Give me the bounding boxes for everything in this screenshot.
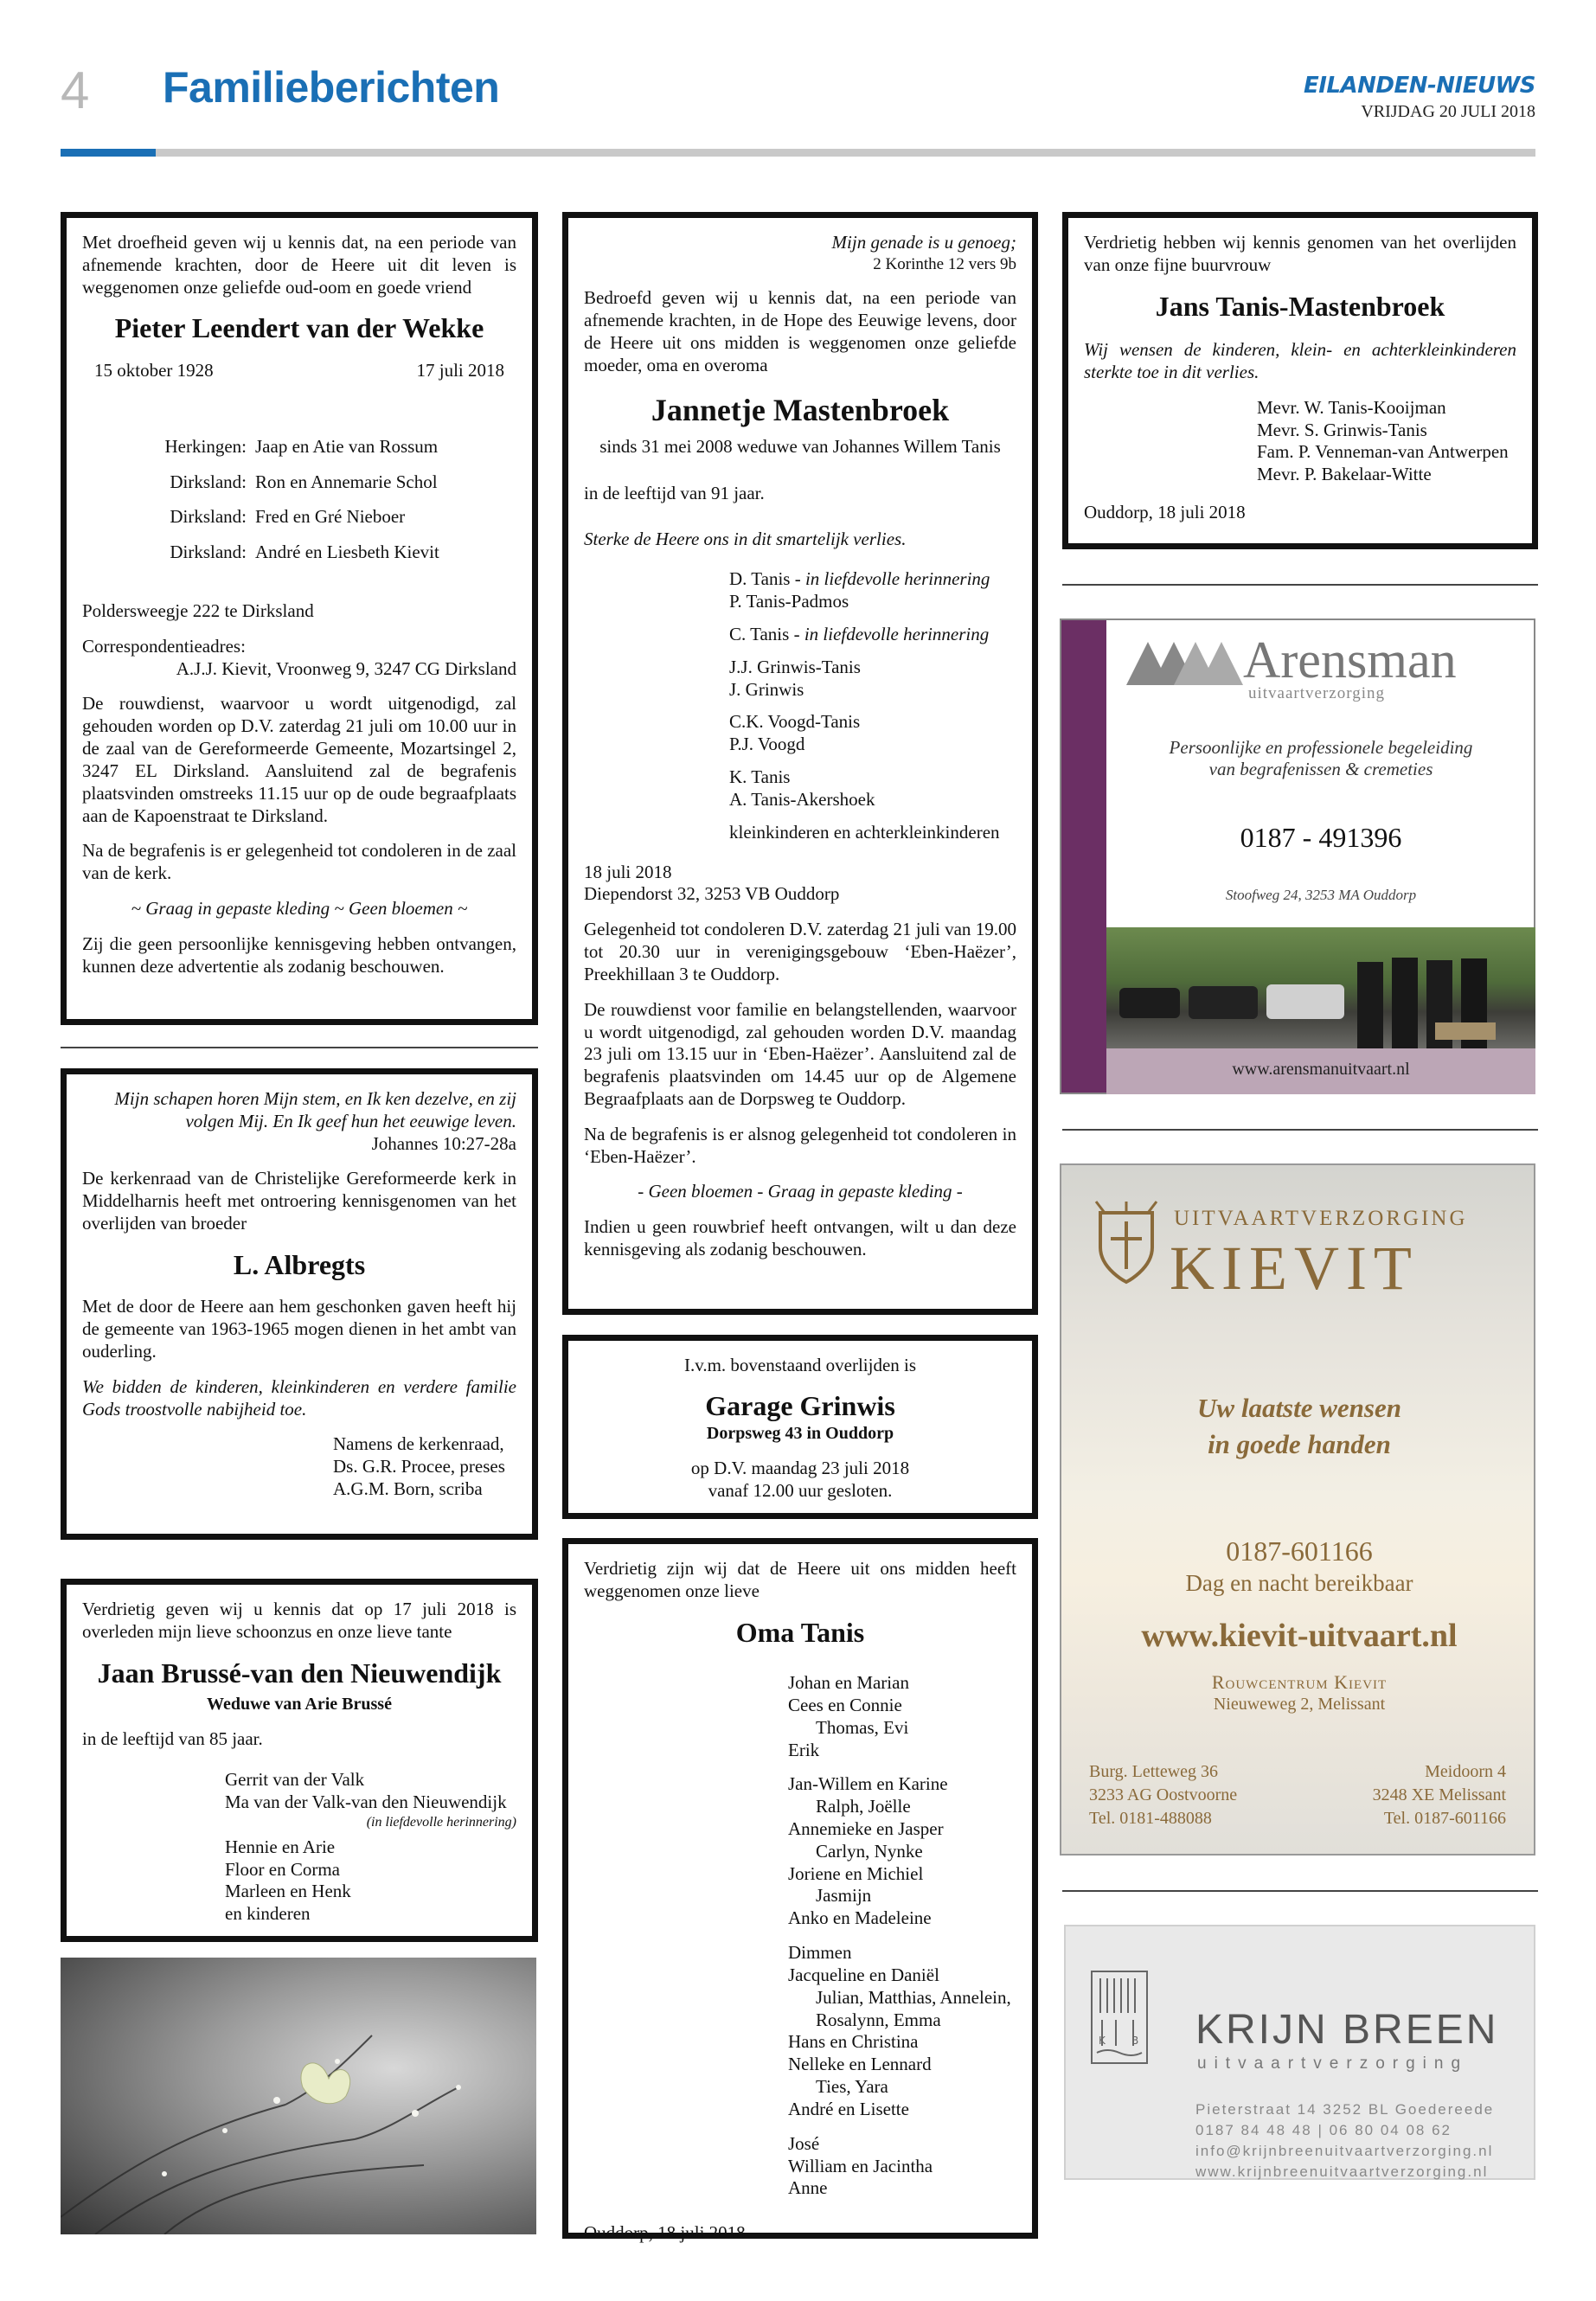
family-member: D. Tanis - in liefdevolle herinnering — [729, 568, 990, 590]
separator — [1062, 1129, 1538, 1131]
grandchild-entry: Jan-Willem en Karine — [788, 1773, 948, 1795]
closure-time: vanaf 12.00 uur gesloten. — [708, 1479, 893, 1501]
obituary-intro: Met droefheid geven wij u kennis dat, na een periode van afnemende krachten, door de Heere uit dit leven is weggenomen onze geliefde oud-oom en goede vriend — [82, 232, 516, 298]
kievit-slogan: Uw laatste wensen in goede handen — [1197, 1393, 1401, 1459]
separator — [61, 1047, 538, 1048]
svg-text:B: B — [1131, 2035, 1139, 2047]
grandchild-entry: Nelleke en Lennard — [788, 2054, 932, 2075]
hearse-procession-image — [1106, 927, 1535, 1048]
kievit-phone[interactable]: 0187-601166 — [1226, 1535, 1373, 1567]
death-date: 17 juli 2018 — [416, 359, 504, 381]
family-member: Marleen en Henk — [225, 1881, 351, 1902]
obituary-intro: Verdrietig zijn wij dat de Heere uit ons midden heeft weggenomen onze lieve — [584, 1558, 1016, 1601]
advert-kievit[interactable] — [1060, 1163, 1535, 1856]
verse-reference: Johannes 10:27-28a — [371, 1132, 516, 1154]
notice-intro: I.v.m. bovenstaand overlijden is — [683, 1355, 917, 1375]
sender-name: Mevr. W. Tanis-Kooijman — [1257, 396, 1446, 418]
great-grandchild-entry: Ralph, Joëlle — [816, 1796, 911, 1817]
closing-note: Indien u geen rouwbrief heeft ontvangen, wilt u dan deze kennisgeving als zodanig beschouwen. — [584, 1216, 1016, 1260]
deceased-name: Jans Tanis-Mastenbroek — [1155, 290, 1445, 322]
signature-line: Ds. G.R. Procee, preses — [333, 1456, 505, 1477]
family-member: en kinderen — [225, 1903, 311, 1925]
obituary-intro: Bedroefd geven wij u kennis dat, na een periode van afnemende krachten, in de Hope des Eeuwige levens, door de Heere uit ons midden is weggenomen onze geliefde moeder, oma en overoma — [584, 287, 1016, 375]
separator — [1062, 1890, 1538, 1892]
prayer: Sterke de Heere ons in dit smartelijk verlies. — [584, 529, 907, 550]
closure-date: op D.V. maandag 23 juli 2018 — [690, 1457, 910, 1478]
closing-note: Zij die geen persoonlijke kennisgeving hebben ontvangen, kunnen deze advertentie als zodanig beschouwen. — [82, 933, 516, 977]
grandchild-entry: Hans en Christina — [788, 2031, 919, 2053]
grandchild-entry: André en Lisette — [788, 2098, 909, 2119]
issue-date: VRIJDAG 20 JULI 2018 — [1361, 102, 1535, 121]
notice-intro: Verdrietig hebben wij kennis genomen van het overlijden van onze fijne buurvrouw — [1084, 232, 1516, 275]
family-member: J. Grinwis — [729, 678, 804, 700]
deceased-name: Jaan Brussé-van den Nieuwendijk — [97, 1657, 502, 1689]
family-member: C.K. Voogd-Tanis — [729, 711, 861, 733]
brand-accent-bar — [1061, 620, 1106, 1093]
family-member: Ma van der Valk-van den Nieuwendijk — [225, 1791, 507, 1813]
deceased-name: L. Albregts — [233, 1248, 366, 1280]
grandchild-entry: Joriene en Michiel — [788, 1862, 924, 1884]
separator — [1062, 584, 1538, 586]
dress-note: ~ Graag in gepaste kleding ~ Geen bloemen ~ — [131, 898, 468, 920]
age-line: in de leeftijd van 91 jaar. — [584, 482, 765, 503]
kievit-brand: KIEVIT — [1170, 1234, 1419, 1303]
arensman-tagline: Persoonlijke en professionele begeleiding van begrafenissen & cremeties — [1169, 737, 1473, 779]
grandchild-entry: Anko en Madeleine — [788, 1907, 932, 1929]
bible-verse: Mijn schapen horen Mijn stem, en Ik ken dezelve, en zij volgen Mij. En Ik geef hun het eeuwige leven. — [114, 1088, 516, 1131]
birth-date: 15 oktober 1928 — [94, 359, 214, 381]
obituary-body: Met de door de Heere aan hem geschonken gaven heeft hij de gemeente van 1963-1965 mogen dienen in het ambt van ouderling. — [82, 1296, 516, 1362]
obituary-oma-tanis — [562, 1538, 1038, 2244]
arensman-url[interactable]: www.arensmanuitvaart.nl — [1106, 1048, 1535, 1094]
great-grandchild-entry: Jasmijn — [816, 1885, 872, 1907]
header-rule — [156, 149, 1535, 157]
arensman-address: Stoofweg 24, 3253 MA Ouddorp — [1225, 887, 1417, 903]
grandchild-entry: Cees en Connie — [788, 1694, 902, 1715]
bible-verse: Mijn genade is u genoeg; — [831, 232, 1016, 253]
obituary-albregts — [61, 1068, 538, 1540]
krijn-breen-brand: KRIJN BREEN — [1195, 2007, 1499, 2053]
arensman-phone[interactable]: 0187 - 491396 — [1240, 822, 1402, 853]
section-title: Familieberichten — [163, 63, 500, 112]
memory-note: (in liefdevolle herinnering) — [366, 1815, 516, 1830]
signature-line: Namens de kerkenraad, — [333, 1433, 504, 1455]
krijn-breen-contact: Pieterstraat 14 3252 BL Goedereede 0187 84 48 48 | 06 80 04 08 62 info@krijnbreenuitvaartverzorging.nl www.krijnbreenuitvaartverzorging.nl — [1195, 2101, 1495, 2181]
great-grandchild-entry: Ties, Yara — [816, 2076, 888, 2098]
sympathy-wish: Wij wensen de kinderen, klein- en achterkleinkinderen sterkte toe in dit verlies. — [1084, 339, 1516, 382]
condolence-info: Na de begrafenis is er gelegenheid tot condoleren in de zaal van de kerk. — [82, 840, 516, 884]
family-member: Floor en Corma — [225, 1858, 340, 1880]
widow-line: sinds 31 mei 2008 weduwe van Johannes Willem Tanis — [599, 435, 1001, 457]
great-grandchild-entry: Julian, Matthias, Annelein, — [816, 1986, 1011, 2008]
kievit-centre-address: Nieuweweg 2, Melissant — [1213, 1695, 1386, 1714]
notice-date: 18 juli 2018 — [584, 861, 672, 882]
krijn-breen-logo-icon — [1090, 1970, 1149, 2065]
hearse-photo — [1106, 927, 1535, 1048]
correspondence-address: A.J.J. Kievit, Vroonweg 9, 3247 CG Dirksland — [176, 657, 516, 679]
condolence-info: Gelegenheid tot condoleren D.V. zaterdag 21 juli van 19.00 tot 20.30 uur in verenigingsgebouw ‘Eben-Haëzer’, Preekhillaan 3 te Ouddorp. — [584, 919, 1016, 984]
family-member: Hennie en Arie — [225, 1836, 336, 1857]
grandchild-entry: William en Jacintha — [788, 2155, 933, 2176]
obituary-intro: De kerkenraad van de Christelijke Gereformeerde kerk in Middelharnis heeft met ontroering kennisgenomen van het overlijden van broeder — [82, 1168, 516, 1234]
kievit-location-left: Burg. Letteweg 36 3233 AG Oostvoorne Tel. 0181-488088 — [1089, 1762, 1238, 1828]
arensman-logo-sub: uitvaartverzorging — [1248, 684, 1385, 702]
prayer: We bidden de kinderen, kleinkinderen en verdere familie Gods troostvolle nabijheid toe. — [82, 1375, 516, 1420]
correspondence-label: Correspondentieadres: — [82, 635, 246, 657]
notice-garage-grinwis — [562, 1335, 1038, 1519]
grandchild-entry: Annemieke en Jasper — [788, 1817, 944, 1839]
family-row: Herkingen: Jaap en Atie van Rossum — [164, 435, 439, 457]
sender-name: Fam. P. Venneman-van Antwerpen — [1257, 441, 1509, 463]
kievit-top-label: UITVAARTVERZORGING — [1174, 1207, 1468, 1230]
grandchild-entry: Dimmen — [788, 1942, 852, 1964]
grandchild-entry: Jacqueline en Daniël — [788, 1964, 939, 1985]
advert-arensman[interactable] — [1060, 619, 1535, 1094]
home-address: Poldersweegje 222 te Dirksland — [82, 599, 314, 621]
great-grandchild-entry: Carlyn, Nynke — [816, 1840, 923, 1862]
family-member: A. Tanis-Akershoek — [729, 788, 875, 810]
service-info: De rouwdienst voor familie en belangstellenden, waarvoor u wordt uitgenodigd, zal gehouden worden D.V. maandag 23 juli om 13.15 uur in ‘Eben-Haëzer’. Aansluitend zal de begrafenis plaatsvinden om 14.45 uur op de Algemene Begraafplaats aan de Dorpsweg te Ouddorp. — [584, 998, 1016, 1109]
arensman-logo — [1122, 631, 1529, 702]
service-info: De rouwdienst, waarvoor u wordt uitgenodigd, zal gehouden worden op D.V. zaterdag 21 juli om 10.00 uur in de zaal van de Gereformeerde Gemeente, Mozartsingel 2, 3247 EL Dirksland. Aansluitend zal de begrafenis plaatsvinden omstreeks 11.15 uur op de oude begraafplaats aan de Kapoenstraat te Dirksland. — [82, 693, 516, 826]
business-address: Dorpsweg 43 in Ouddorp — [706, 1424, 894, 1444]
obituary-van-der-wekke — [61, 212, 538, 1025]
kievit-url[interactable]: www.kievit-uitvaart.nl — [1141, 1618, 1458, 1654]
deceased-name: Oma Tanis — [735, 1616, 865, 1648]
butterfly-branch-image — [61, 1958, 536, 2234]
arensman-logo-text: Arensman — [1243, 631, 1457, 689]
obituary-brusse — [61, 1579, 538, 1942]
header-rule-accent — [61, 149, 156, 157]
kievit-location-right: Meidoorn 4 3248 XE Melissant Tel. 0187-601166 — [1372, 1762, 1506, 1828]
family-member: kleinkinderen en achterkleinkinderen — [729, 821, 1000, 843]
flower-photo — [61, 1958, 536, 2234]
grandchild-entry: Anne — [788, 2177, 828, 2199]
home-address: Diependorst 32, 3253 VB Ouddorp — [584, 883, 840, 905]
grandchild-entry: Erik — [788, 1739, 820, 1760]
deceased-name: Jannetje Mastenbroek — [651, 392, 950, 427]
family-member: K. Tanis — [729, 766, 791, 788]
grandchild-entry: José — [788, 2132, 820, 2154]
dress-note: - Geen bloemen - Graag in gepaste kleding - — [638, 1181, 963, 1202]
business-name: Garage Grinwis — [705, 1389, 895, 1421]
family-member: Gerrit van der Valk — [225, 1769, 365, 1791]
notice-place-date: Ouddorp, 18 juli 2018 — [1084, 501, 1246, 522]
age-line: in de leeftijd van 85 jaar. — [82, 1727, 263, 1749]
advert-krijn-breen[interactable] — [1064, 1925, 1535, 2180]
krijn-breen-sub: uitvaartverzorging — [1197, 2054, 1469, 2073]
family-member: C. Tanis - in liefdevolle herinnering — [729, 623, 990, 644]
family-row: Dirksland: Ron en Annemarie Schol — [170, 471, 438, 492]
newspaper-name: EILANDEN-NIEUWS — [1304, 73, 1535, 99]
svg-text:K: K — [1099, 2035, 1106, 2047]
family-member: P.J. Voogd — [729, 734, 805, 755]
kievit-crest-icon — [1092, 1200, 1161, 1286]
great-grandchild-entry: Thomas, Evi — [816, 1716, 909, 1738]
grandchild-entry: Johan en Marian — [788, 1672, 909, 1694]
after-funeral-info: Na de begrafenis is er alsnog gelegenheid tot condoleren in ‘Eben-Haëzer’. — [584, 1123, 1016, 1167]
arensman-mark-icon — [1122, 638, 1252, 689]
notice-neighbours — [1062, 212, 1538, 549]
family-row: Dirksland: Fred en Gré Nieboer — [170, 506, 406, 528]
sender-name: Mevr. S. Grinwis-Tanis — [1257, 419, 1427, 440]
family-member: P. Tanis-Padmos — [729, 591, 849, 612]
obituary-mastenbroek — [562, 212, 1038, 1315]
kievit-availability: Dag en nacht bereikbaar — [1185, 1570, 1413, 1596]
deceased-subtitle: Weduwe van Arie Brussé — [207, 1695, 392, 1715]
family-member: J.J. Grinwis-Tanis — [729, 656, 861, 677]
sender-name: Mevr. P. Bakelaar-Witte — [1257, 464, 1432, 485]
notice-place-date: Ouddorp, 18 juli 2018 — [584, 2222, 746, 2244]
verse-reference: 2 Korinthe 12 vers 9b — [873, 254, 1016, 273]
kievit-centre-name: Rouwcentrum Kievit — [1211, 1671, 1388, 1693]
page-number: 4 — [61, 61, 90, 119]
deceased-name: Pieter Leendert van der Wekke — [114, 312, 484, 344]
obituary-intro: Verdrietig geven wij u kennis dat op 17 juli 2018 is overleden mijn lieve schoonzus en onze lieve tante — [82, 1599, 516, 1642]
family-row: Dirksland: André en Liesbeth Kievit — [170, 542, 439, 563]
signature-line: A.G.M. Born, scriba — [333, 1478, 483, 1500]
great-grandchild-entry: Rosalynn, Emma — [816, 2009, 941, 2030]
